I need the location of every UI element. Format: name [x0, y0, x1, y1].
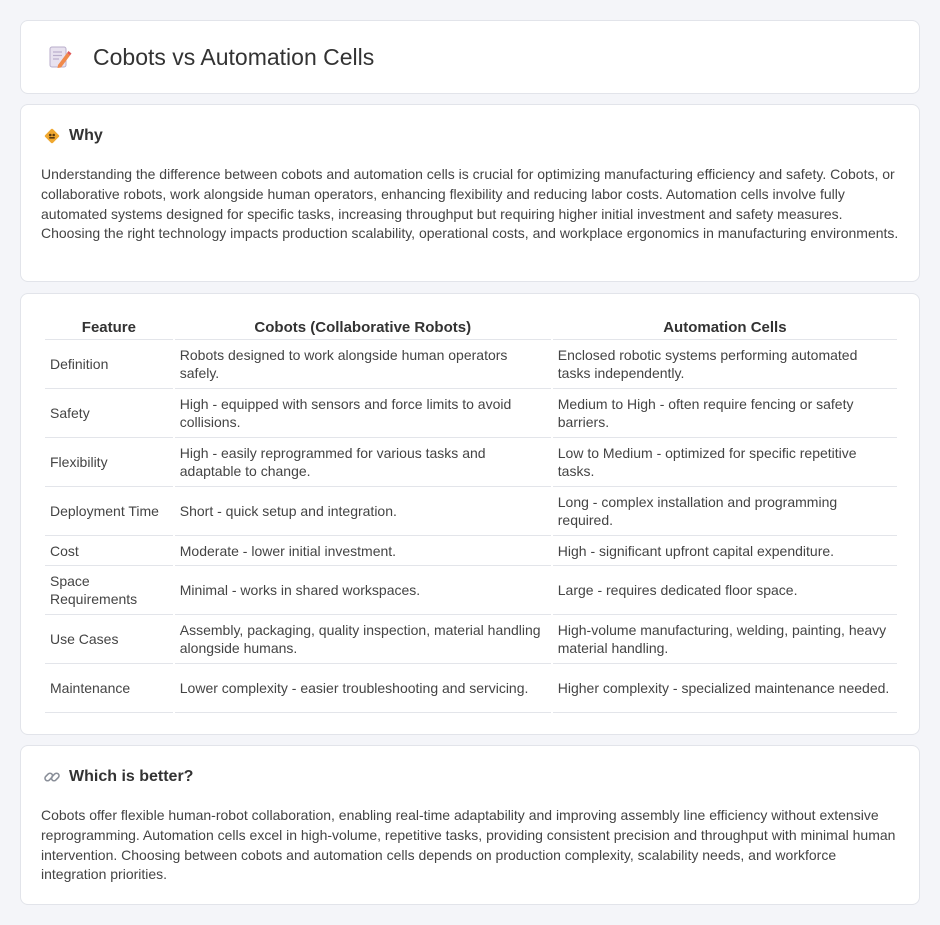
better-text: Cobots offer flexible human-robot collaboration, enabling real-time adaptability and improving assembly line efficiency without extensive reprogramming. Automation cells excel in high-volume, repetitive tasks, providing consistent precision and throughput with minimal human intervention. Choosing between cobots and automation cells depends on production complexity, scalability needs, and workforce integration priorities.: [41, 807, 896, 883]
why-title: Why: [69, 127, 103, 144]
comparison-table: [43, 316, 899, 713]
table-row: [45, 566, 897, 615]
header-feature: Feature: [45, 316, 173, 340]
row-automation-cells: Higher complexity - specialized maintenance needed.: [553, 664, 897, 713]
row-cobots: High - easily reprogrammed for various tasks and adaptable to change.: [175, 438, 551, 487]
row-cobots: Assembly, packaging, quality inspection, material handling alongside humans.: [175, 615, 551, 664]
row-cobots: Moderate - lower initial investment.: [175, 536, 551, 566]
header-card: [20, 20, 920, 94]
row-cobots: Minimal - works in shared workspaces.: [175, 566, 551, 615]
header-automation-cells: Automation Cells: [553, 316, 897, 340]
document-pencil-icon: [47, 44, 73, 70]
why-heading: [43, 127, 103, 145]
page-title: Cobots vs Automation Cells: [93, 43, 375, 70]
row-feature: Space Requirements: [45, 566, 173, 615]
row-feature: Use Cases: [45, 615, 173, 664]
row-feature: Maintenance: [45, 664, 173, 713]
table-row: [45, 487, 897, 536]
row-automation-cells: Long - complex installation and programming required.: [553, 487, 897, 536]
link-icon: [43, 768, 61, 786]
row-feature: Deployment Time: [45, 487, 173, 536]
table-row: [45, 615, 897, 664]
comparison-card: [20, 293, 920, 735]
row-automation-cells: Enclosed robotic systems performing automated tasks independently.: [553, 340, 897, 389]
row-automation-cells: High-volume manufacturing, welding, painting, heavy material handling.: [553, 615, 897, 664]
why-card: [20, 104, 920, 282]
table-row: [45, 664, 897, 713]
row-feature: Flexibility: [45, 438, 173, 487]
row-feature: Cost: [45, 536, 173, 566]
better-heading: [43, 768, 193, 786]
header-cobots: Cobots (Collaborative Robots): [175, 316, 551, 340]
better-title: Which is better?: [69, 768, 194, 785]
row-cobots: Short - quick setup and integration.: [175, 487, 551, 536]
which-is-better-card: [20, 745, 920, 905]
row-feature: Safety: [45, 389, 173, 438]
row-cobots: Lower complexity - easier troubleshooting and servicing.: [175, 664, 551, 713]
row-automation-cells: Large - requires dedicated floor space.: [553, 566, 897, 615]
why-text: Understanding the difference between cobots and automation cells is crucial for optimizing manufacturing efficiency and safety. Cobots, or collaborative robots, work alongside human operators, enhancing flexibility and reducing labor costs. Automation cells involve fully automated systems designed for specific tasks, increasing throughput but requiring higher initial investment and safety measures. Choosing the right technology impacts production scalability, operational costs, and workplace ergonomics in manufacturing environments.: [41, 166, 899, 242]
table-row: [45, 438, 897, 487]
row-feature: Definition: [45, 340, 173, 389]
title-row: [21, 21, 919, 93]
row-cobots: High - equipped with sensors and force limits to avoid collisions.: [175, 389, 551, 438]
diamond-sign-icon: [43, 127, 61, 145]
row-cobots: Robots designed to work alongside human operators safely.: [175, 340, 551, 389]
row-automation-cells: High - significant upfront capital expenditure.: [553, 536, 897, 566]
row-automation-cells: Medium to High - often require fencing or safety barriers.: [553, 389, 897, 438]
table-row: [45, 340, 897, 389]
row-automation-cells: Low to Medium - optimized for specific repetitive tasks.: [553, 438, 897, 487]
table-row: [45, 536, 897, 566]
table-header-row: [45, 316, 897, 340]
table-row: [45, 389, 897, 438]
